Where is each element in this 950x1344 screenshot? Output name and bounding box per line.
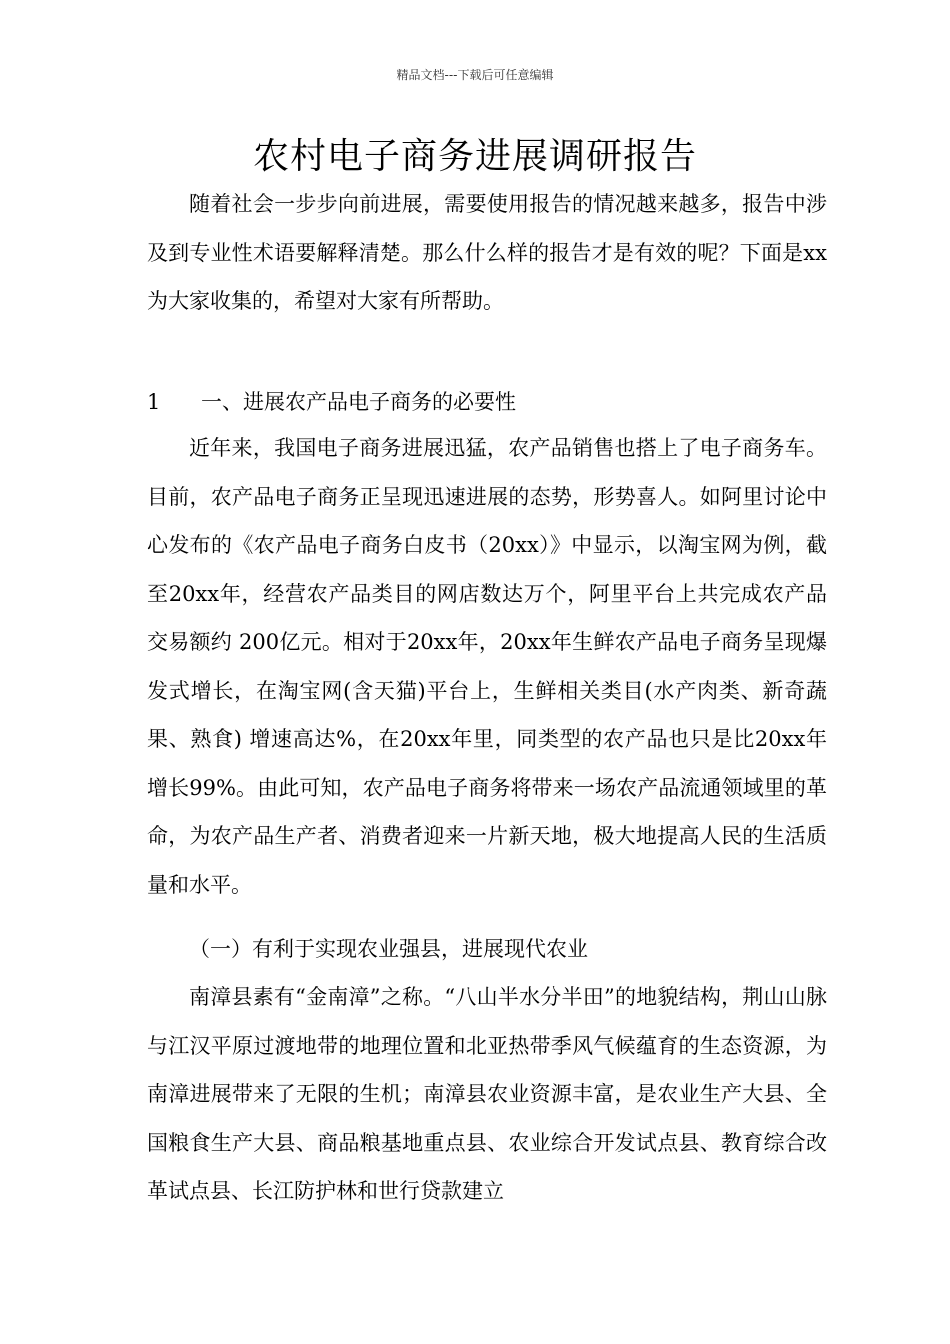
section-number: 1 xyxy=(147,390,161,414)
section-heading xyxy=(147,378,827,426)
header-note: 精品文档---下载后可任意编辑 xyxy=(396,68,554,82)
section-heading-text: 一、进展农产品电子商务的必要性 xyxy=(201,390,516,414)
body-paragraph-2: 近年来，我国电子商务进展迅猛，农产品销售也搭上了电子商务车。目前，农产品电子商务正呈现迅速进展的态势，形势喜人。如阿里讨论中心发布的《农产品电子商务白皮书（20xx）》中显示，以淘宝网为例，截至20xx年，经营农产品类目的网店数达万个，阿里平台上共完成农产品交易额约 200亿元。相对于20xx年，20xx年生鲜农产品电子商务呈现爆发式增长，在淘宝网(含天猫)平台上，生鲜相关类目(水产肉类、新奇蔬果、熟食) 增速高达%，在20xx年里，同类型的农产品也只是比20xx年增长99%。由此可知，农产品电子商务将带来一场农产品流通领域里的革命，为农产品生产者、消费者迎来一片新天地，极大地提高人民的生活质量和水平。 xyxy=(147,436,827,897)
intro-paragraph: 随着社会一步步向前进展，需要使用报告的情况越来越多，报告中涉及到专业性术语要解释清楚。那么什么样的报告才是有效的呢？下面是xx为大家收集的，希望对大家有所帮助。 xyxy=(147,192,827,313)
body-paragraph-3: 南漳县素有“金南漳”之称。“八山半水分半田”的地貌结构，荆山山脉与江汉平原过渡地带的地理位置和北亚热带季风气候蕴育的生态资源，为南漳进展带来了无限的生机；南漳县农业资源丰富，是农业生产大县、全国粮食生产大县、商品粮基地重点县、农业综合开发试点县、教育综合改革试点县、长江防护林和世行贷款建立 xyxy=(147,985,827,1203)
page-title: 农村电子商务进展调研报告 xyxy=(252,136,697,177)
subheading-1: （一）有利于实现农业强县，进展现代农业 xyxy=(189,937,588,961)
